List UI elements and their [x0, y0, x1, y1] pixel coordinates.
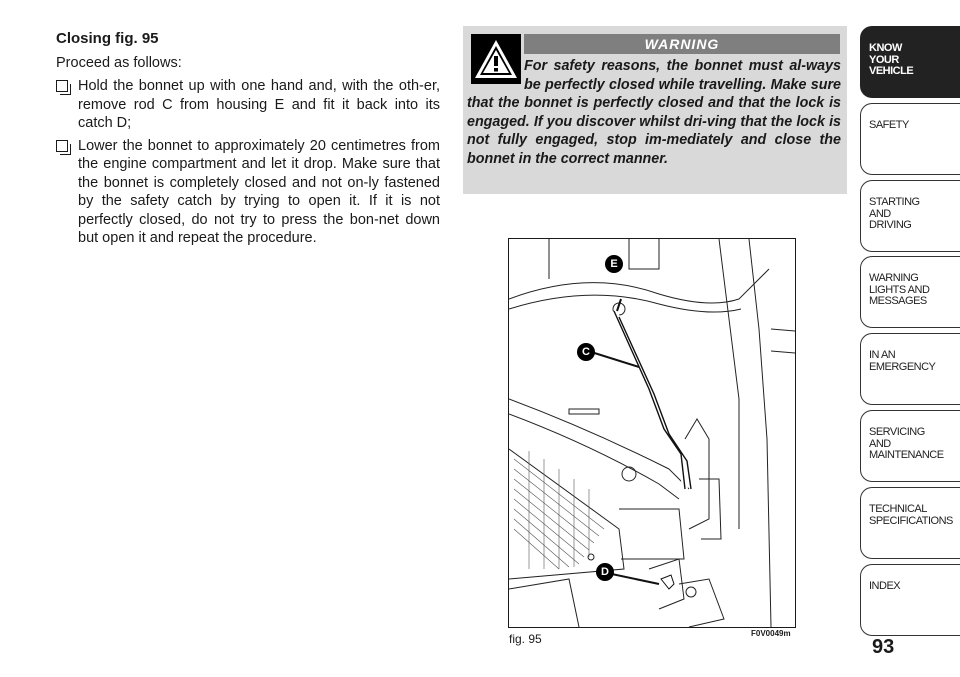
step-text: Hold the bonnet up with one hand and, with the oth-er, remove rod C from housing E and fit it back into its catch D;: [78, 78, 440, 131]
nav-tab-starting-driving[interactable]: STARTING AND DRIVING: [860, 180, 960, 252]
callout-c: C: [577, 343, 595, 361]
instructions-column: [56, 30, 440, 252]
nav-tab-servicing[interactable]: SERVICING AND MAINTENANCE: [860, 410, 960, 482]
checkbox-bullet-icon: [56, 140, 68, 152]
nav-tab-safety[interactable]: SAFETY: [860, 103, 960, 175]
engine-bay-illustration: [509, 239, 795, 627]
step-item: [56, 137, 440, 248]
nav-tab-emergency[interactable]: IN AN EMERGENCY: [860, 333, 960, 405]
figure-caption: fig. 95: [509, 632, 542, 646]
checkbox-bullet-icon: [56, 80, 68, 92]
nav-tab-warning-lights[interactable]: WARNING LIGHTS AND MESSAGES: [860, 256, 960, 328]
nav-tab-technical-specs[interactable]: TECHNICAL SPECIFICATIONS: [860, 487, 960, 559]
bonnet-figure: [508, 238, 796, 628]
callout-e: E: [605, 255, 623, 273]
warning-text: For safety reasons, the bonnet must al-ways be perfectly closed while travelling. Make sure that the bonnet is perfectly closed and that the lock is engaged. If you discover whilst dri-ving that the lock is not fully engaged, stop im-mediately and close the bonnet in the correct manner.: [467, 58, 841, 167]
warning-title: WARNING: [524, 34, 840, 54]
step-item: [56, 77, 440, 133]
page-number: 93: [872, 636, 895, 658]
callout-d: D: [596, 563, 614, 581]
nav-tab-index[interactable]: INDEX: [860, 564, 960, 636]
nav-tab-know-your-vehicle[interactable]: KNOW YOUR VEHICLE: [860, 26, 960, 98]
section-heading: Closing fig. 95: [56, 30, 159, 47]
intro-text: Proceed as follows:: [56, 55, 182, 71]
figure-code: F0V0049m: [751, 629, 791, 638]
warning-text-block: [467, 57, 841, 168]
step-text: Lower the bonnet to approximately 20 centimetres from the engine compartment and let it drop. Make sure that the bonnet is completely closed and not on-ly fastened by the safety catch by trying to open it. If it is not perfectly closed, do not try to press the bon-net down but open it and repeat the procedure.: [78, 137, 440, 246]
